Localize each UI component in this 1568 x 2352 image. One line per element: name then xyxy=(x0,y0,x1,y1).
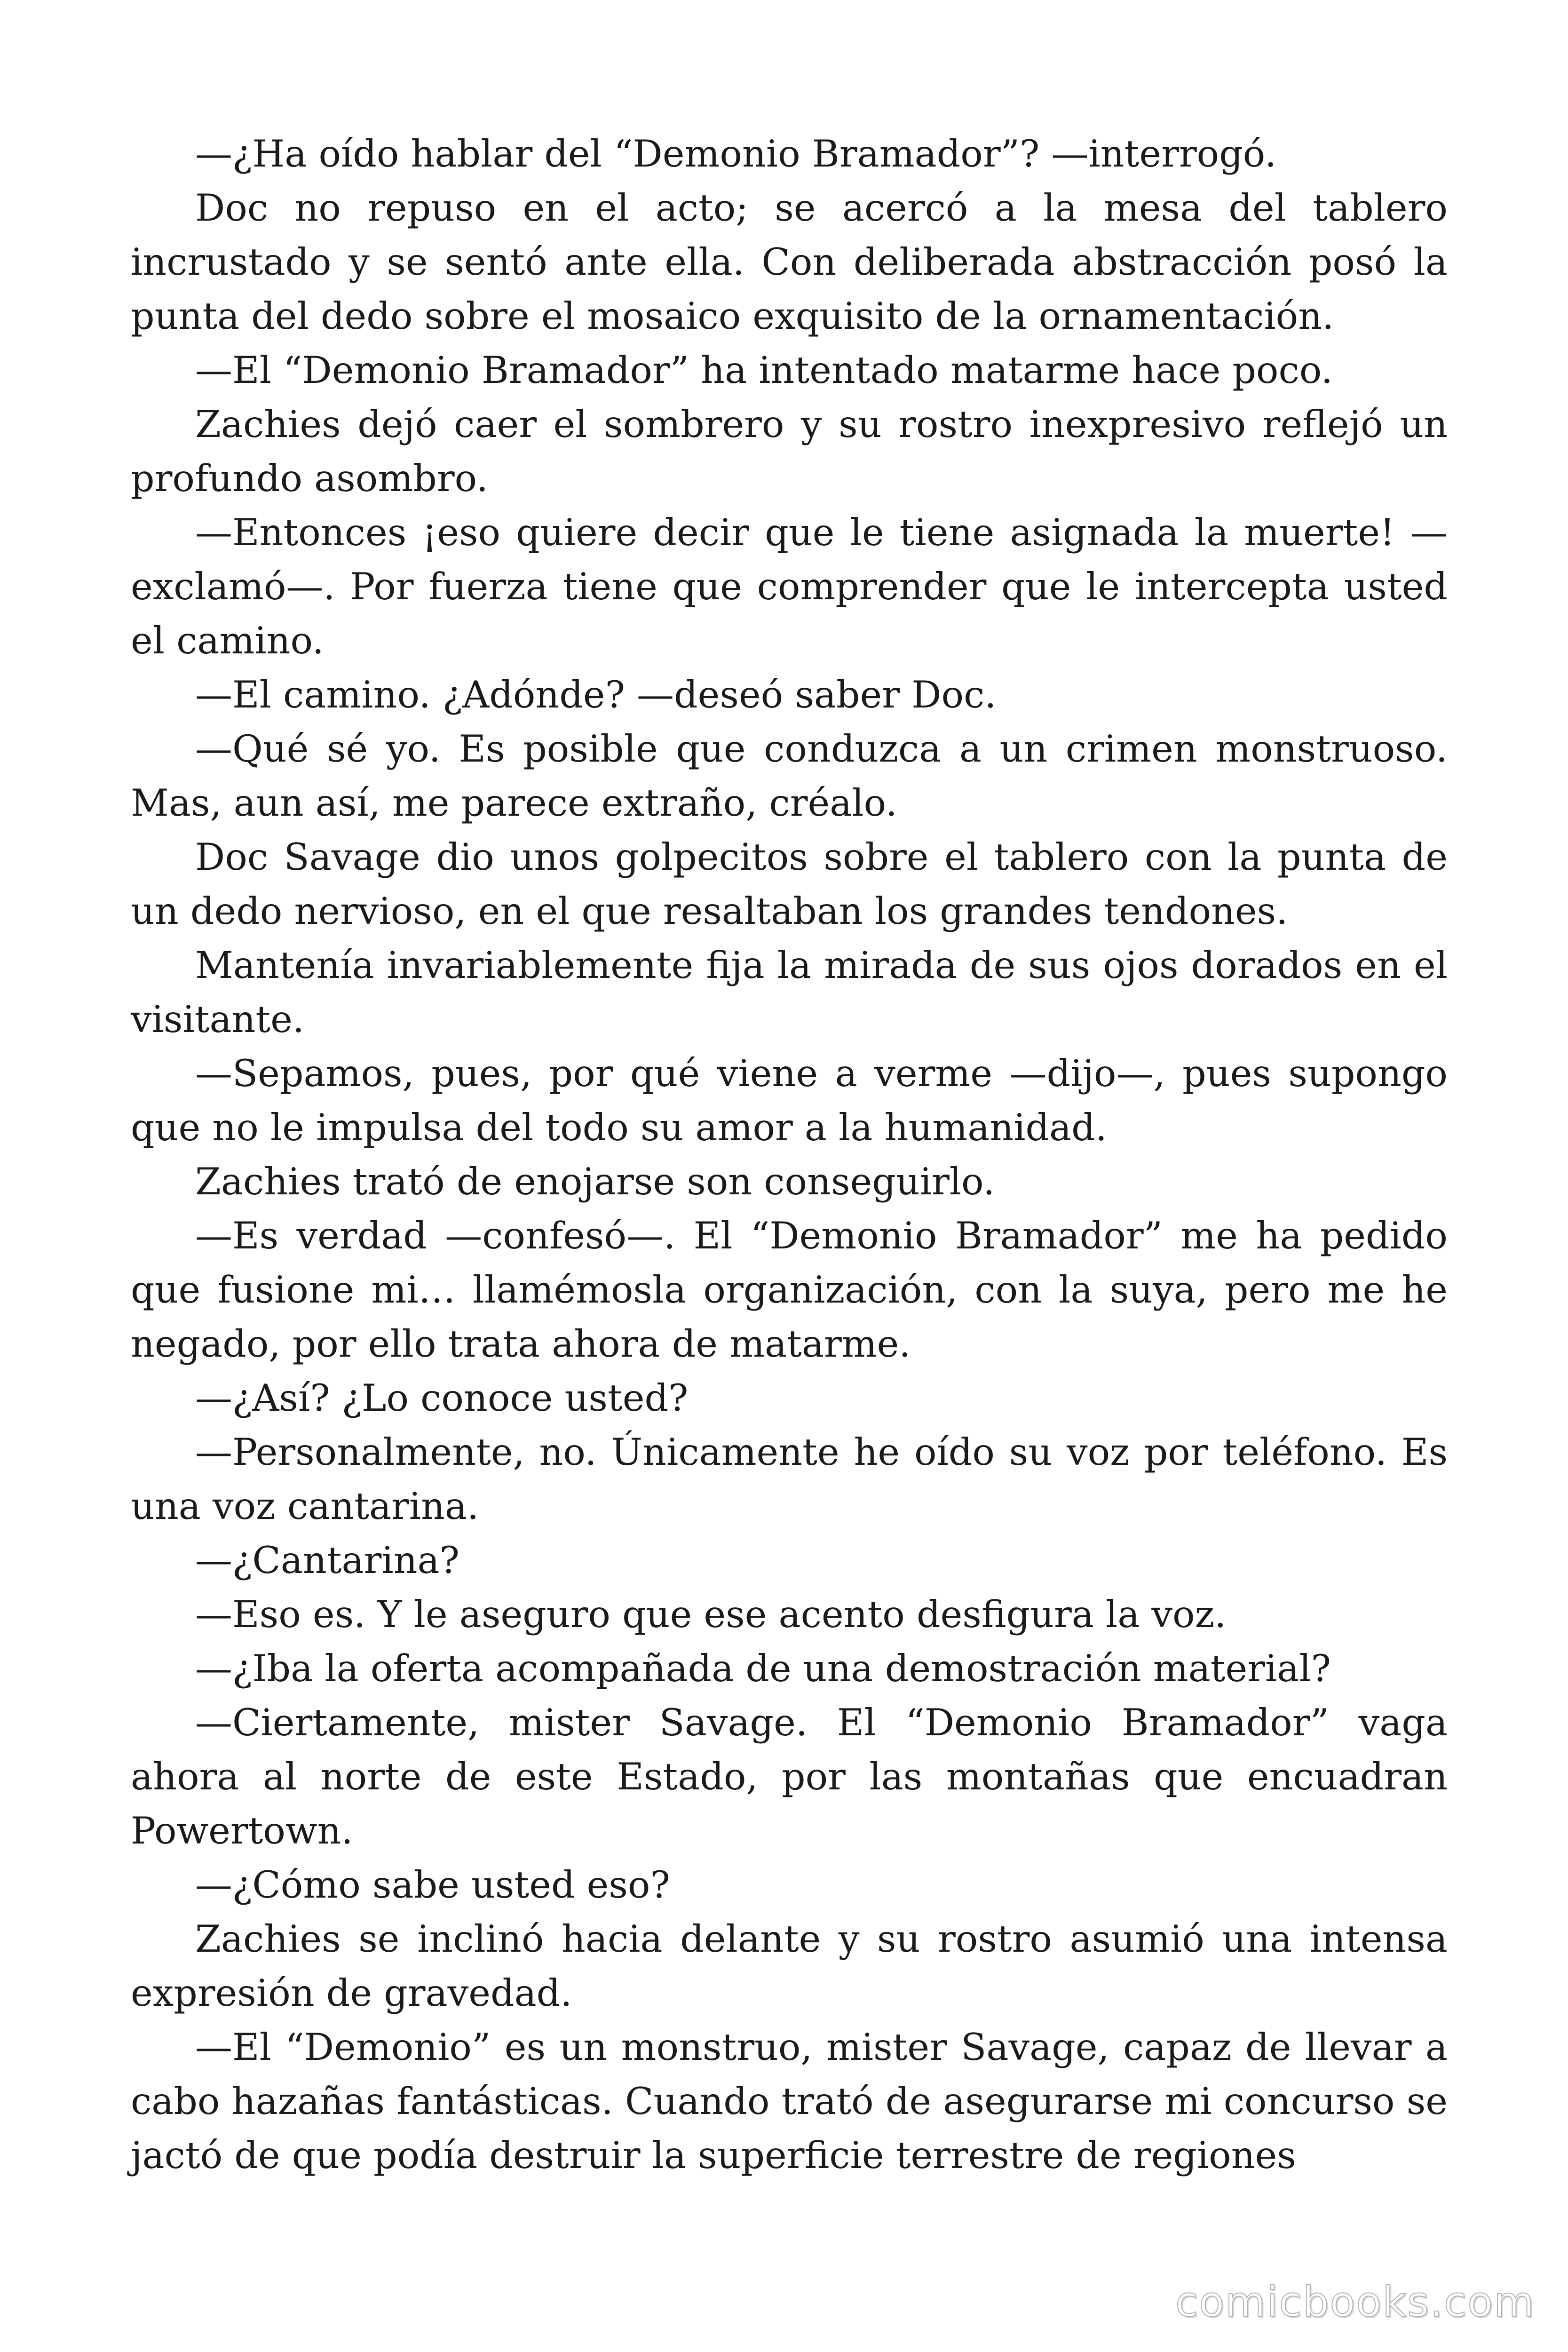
paragraph: —¿Ha oído hablar del “Demonio Bramador”? —interrogó. xyxy=(195,132,1277,175)
paragraph: —Eso es. Y le aseguro que ese acento desfigura la voz. xyxy=(195,1593,1227,1636)
body-text xyxy=(131,127,1448,2183)
paragraph: —El “Demonio” es un monstruo, mister Savage, capaz de llevar a cabo hazañas fantásticas. Cuando trató de asegurarse mi concurso se jactó de que podía destruir la superficie terrestre de regiones xyxy=(131,2026,1448,2177)
paragraph: Mantenía invariablemente fija la mirada de sus ojos dorados en el visitante. xyxy=(131,944,1448,1041)
paragraph: —Entonces ¡eso quiere decir que le tiene asignada la muerte! —exclamó—. Por fuerza tiene que comprender que le intercepta usted el camino. xyxy=(131,511,1448,662)
paragraph: —Qué sé yo. Es posible que conduzca a un crimen monstruoso. Mas, aun así, me parece extraño, créalo. xyxy=(131,727,1448,825)
paragraph: Zachies se inclinó hacia delante y su rostro asumió una intensa expresión de gravedad. xyxy=(131,1917,1448,2015)
paragraph: —Es verdad —confesó—. El “Demonio Bramador” me ha pedido que fusione mi… llamémosla organización, con la suya, pero me he negado, por ello trata ahora de matarme. xyxy=(131,1214,1448,1366)
paragraph: —Personalmente, no. Únicamente he oído su voz por teléfono. Es una voz cantarina. xyxy=(131,1430,1448,1528)
paragraph: —¿Iba la oferta acompañada de una demostración material? xyxy=(195,1647,1331,1690)
paragraph: —El “Demonio Bramador” ha intentado matarme hace poco. xyxy=(195,349,1333,392)
paragraph: —El camino. ¿Adónde? —deseó saber Doc. xyxy=(195,673,997,716)
watermark: comicbooks.com xyxy=(1175,2278,1535,2326)
paragraph: Zachies trató de enojarse son conseguirlo. xyxy=(195,1160,995,1203)
paragraph: —Sepamos, pues, por qué viene a verme —dijo—, pues supongo que no le impulsa del todo su amor a la humanidad. xyxy=(131,1052,1448,1149)
paragraph: —¿Así? ¿Lo conoce usted? xyxy=(195,1376,689,1420)
paragraph: —¿Cantarina? xyxy=(195,1539,459,1582)
paragraph: —Ciertamente, mister Savage. El “Demonio Bramador” vaga ahora al norte de este Estado, por las montañas que encuadran Powertown. xyxy=(131,1701,1448,1852)
paragraph: Zachies dejó caer el sombrero y su rostro inexpresivo reflejó un profundo asombro. xyxy=(131,403,1448,500)
paragraph: Doc no repuso en el acto; se acercó a la mesa del tablero incrustado y se sentó ante ella. Con deliberada abstracción posó la punta del dedo sobre el mosaico exquisito de la ornamentación. xyxy=(131,186,1448,338)
paragraph: —¿Cómo sabe usted eso? xyxy=(195,1863,670,1907)
paragraph: Doc Savage dio unos golpecitos sobre el tablero con la punta de un dedo nervioso, en el que resaltaban los grandes tendones. xyxy=(131,835,1448,933)
